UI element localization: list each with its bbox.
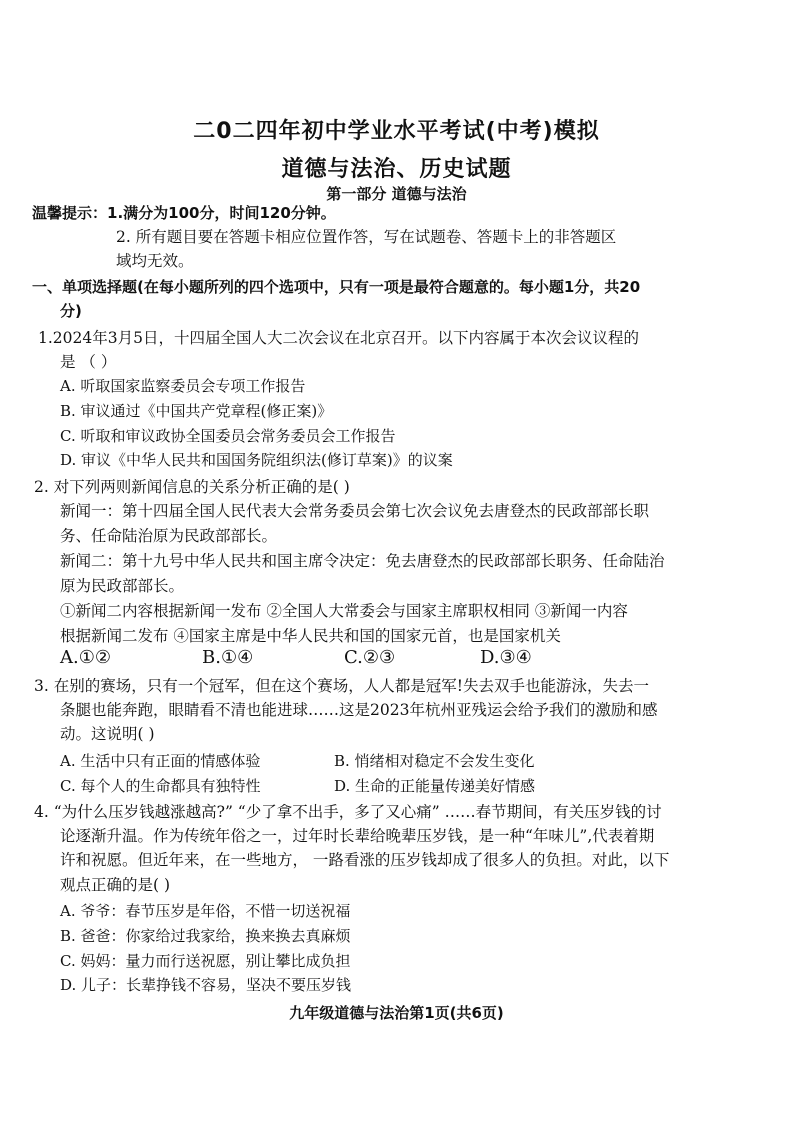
q2-option-a: A.①② (60, 647, 111, 668)
q4-stem-line-2: 论逐渐升温。作为传统年俗之一，过年时长辈给晚辈压岁钱，是一种“年味儿”,代表着期 (60, 827, 655, 845)
exam-title: 二0二四年初中学业水平考试(中考)模拟 (193, 119, 600, 144)
q4-option-a: A. 爷爷：春节压岁是年俗，不惜一切送祝福 (60, 902, 351, 920)
q2-option-c: C.②③ (344, 647, 396, 668)
q3-stem-line-1: 3. 在别的赛场，只有一个冠军，但在这个赛场，人人都是冠军!失去双手也能游泳，失去一 (34, 677, 649, 695)
q1-option-d: D. 审议《中华人民共和国国务院组织法(修订草案)》的议案 (60, 451, 453, 469)
q3-stem-line-2: 条腿也能奔跑，眼睛看不清也能进球……这是2023年杭州亚残运会给予我们的激励和感 (60, 701, 658, 719)
q2-stem-line-1: 2. 对下列两则新闻信息的关系分析正确的是( ) (34, 478, 350, 496)
q3-option-d: D. 生命的正能量传递美好情感 (334, 777, 536, 795)
q4-stem-line-3: 许和祝愿。但近年来，在一些地方， 一路看涨的压岁钱却成了很多人的负担。对此，以下 (60, 851, 670, 869)
q1-option-c: C. 听取和审议政协全国委员会常务委员会工作报告 (60, 427, 396, 445)
q1-stem-line-2: 是 （ ） (60, 353, 117, 371)
q4-option-c: C. 妈妈：量力而行送祝愿，别让攀比成负担 (60, 952, 351, 970)
q3-option-a: A. 生活中只有正面的情感体验 (60, 752, 261, 770)
tips-line-2: 2. 所有题目要在答题卡相应位置作答，写在试题卷、答题卡上的非答题区 (116, 228, 617, 246)
q2-stem-line-6: ①新闻二内容根据新闻一发布 ②全国人大常委会与国家主席职权相同 ③新闻一内容 (60, 602, 628, 620)
part-title: 第一部分 道德与法治 (326, 185, 467, 203)
page-footer: 九年级道德与法治第1页(共6页) (289, 1004, 504, 1022)
q3-option-c: C. 每个人的生命都具有独特性 (60, 777, 261, 795)
q3-stem-line-3: 动。这说明( ) (60, 725, 155, 743)
q2-stem-line-4: 新闻二：第十九号中华人民共和国主席令决定：免去唐登杰的民政部部长职务、任命陆治 (60, 552, 665, 570)
q2-option-b: B.①④ (202, 647, 254, 668)
q2-option-d: D.③④ (480, 647, 532, 668)
q4-option-d: D. 儿子：长辈挣钱不容易，坚决不要压岁钱 (60, 976, 352, 994)
tips-line-3: 域均无效。 (116, 252, 194, 270)
q1-option-b: B. 审议通过《中国共产党章程(修正案)》 (60, 402, 333, 420)
q2-stem-line-3: 务、任命陆治原为民政部部长。 (60, 527, 278, 545)
subject-title: 道德与法治、历史试题 (281, 157, 512, 182)
q1-option-a: A. 听取国家监察委员会专项工作报告 (60, 377, 306, 395)
q2-stem-line-5: 原为民政部部长。 (60, 577, 185, 595)
q4-stem-line-4: 观点正确的是( ) (60, 876, 171, 894)
section-heading-cont: 分) (60, 302, 82, 320)
q2-stem-line-2: 新闻一：第十四届全国人民代表大会常务委员会第七次会议免去唐登杰的民政部部长职 (60, 502, 650, 520)
tips-line-1: 温馨提示：1.满分为100分，时间120分钟。 (32, 204, 336, 222)
q4-option-b: B. 爸爸：你家给过我家给，换来换去真麻烦 (60, 927, 351, 945)
q3-option-b: B. 悄绪相对稳定不会发生变化 (334, 752, 535, 770)
q4-stem-line-1: 4. “为什么压岁钱越涨越高?” “少了拿不出手，多了又心痛” ……春节期间，有关压岁钱的讨 (34, 803, 662, 821)
q1-stem-line-1: 1.2024年3月5日，十四届全国人大二次会议在北京召开。以下内容属于本次会议议程的 (38, 329, 639, 347)
section-heading: 一、单项选择题(在每小题所列的四个选项中，只有一项是最符合题意的。每小题1分，共20 (32, 278, 641, 296)
q2-stem-line-7: 根据新闻二发布 ④国家主席是中华人民共和国的国家元首，也是国家机关 (60, 627, 561, 645)
